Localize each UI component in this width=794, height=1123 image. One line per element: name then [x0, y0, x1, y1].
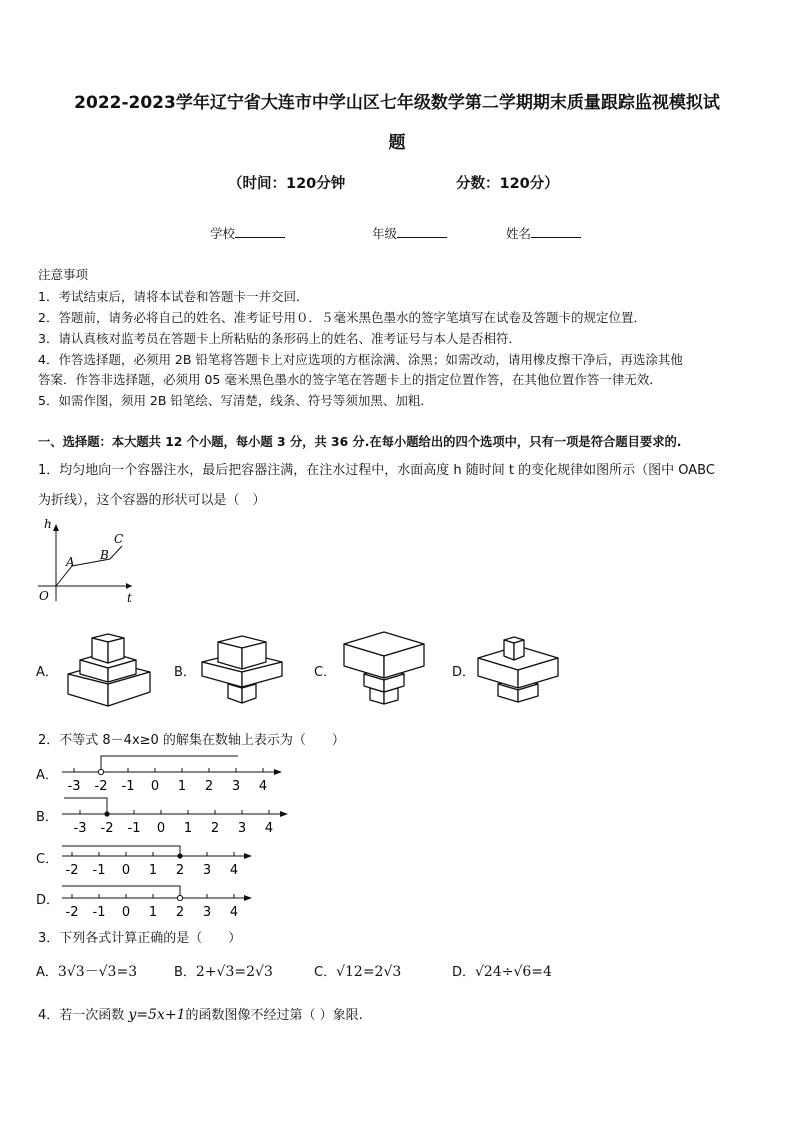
- tick-label: -3: [67, 779, 81, 794]
- tick-label: -1: [92, 905, 106, 920]
- tick-label: 0: [121, 905, 131, 920]
- tick-label: -1: [92, 863, 106, 878]
- school-label: 学校: [210, 226, 236, 241]
- note-item: 2．答题前，请务必将自己的姓名、准考证号用０．５毫米黑色墨水的签字笔填写在试卷及答题卡的规定位置．: [38, 310, 646, 325]
- point-label-b: B: [100, 548, 109, 562]
- q1-option-b-figure[interactable]: [198, 630, 288, 712]
- q3-option-d-expr: √24÷√6=4: [475, 964, 552, 980]
- tick-label: -1: [127, 821, 141, 836]
- note-item: 3．请认真核对监考员在答题卡上所粘贴的条形码上的姓名、准考证号与本人是否相符．: [38, 331, 521, 346]
- note-item: 4．作答选择题，必须用 2B 铅笔将答题卡上对应选项的方框涂满、涂黑；如需改动，请用橡皮擦干净后，再选涂其他: [38, 352, 683, 367]
- q2-option-a-numberline[interactable]: [58, 752, 288, 794]
- q3-option-d[interactable]: [452, 961, 552, 980]
- tick-label: 4: [264, 821, 274, 836]
- tick-label: -2: [65, 905, 79, 920]
- question-2-text: 2．不等式 8－4x≥0 的解集在数轴上表示为（ ）: [38, 733, 345, 748]
- grade-label: 年级: [372, 226, 398, 241]
- question-1-text: 1．均匀地向一个容器注水，最后把容器注满，在注水过程中，水面高度 h 随时间 t 的变化规律如图所示（图中 OABC: [38, 463, 715, 478]
- q2-option-b-label[interactable]: B．: [36, 810, 58, 825]
- q2-option-c-label[interactable]: C．: [36, 852, 59, 867]
- school-blank[interactable]: [235, 225, 285, 238]
- notes-heading: 注意事项: [38, 267, 89, 282]
- question-4-prefix: 4．若一次函数: [38, 1008, 129, 1023]
- q1-option-c-label[interactable]: C．: [314, 665, 337, 680]
- tick-label: 4: [258, 779, 268, 794]
- name-field[interactable]: [506, 224, 581, 242]
- origin-label: O: [39, 589, 49, 603]
- q3-option-b-expr: 2+√3=2√3: [195, 964, 273, 980]
- tick-label: 0: [121, 863, 131, 878]
- axis-label-t: t: [127, 591, 132, 605]
- tick-label: 4: [229, 905, 239, 920]
- tick-label: -2: [65, 863, 79, 878]
- tick-label: 2: [204, 779, 214, 794]
- q1-option-a-label[interactable]: A．: [36, 665, 58, 680]
- tick-label: 0: [156, 821, 166, 836]
- tick-label: 2: [175, 905, 185, 920]
- tick-label: 4: [229, 863, 239, 878]
- note-item: 1．考试结束后，请将本试卷和答题卡一并交回．: [38, 289, 309, 304]
- q3-option-c-expr: √12=2√3: [336, 964, 402, 980]
- section-heading: 一、选择题：本大题共 12 个小题，每小题 3 分，共 36 分.在每小题给出的四个选项中，只有一项是符合题目要求的.: [38, 435, 682, 449]
- tick-label: -2: [94, 779, 108, 794]
- q3-option-a-label: A．: [36, 965, 58, 980]
- q3-option-b[interactable]: [174, 961, 273, 980]
- grade-field[interactable]: [372, 224, 447, 242]
- q1-option-d-figure[interactable]: [474, 630, 564, 712]
- tick-label: 2: [210, 821, 220, 836]
- q1-option-d-label[interactable]: D．: [452, 665, 476, 680]
- q3-option-a[interactable]: [36, 961, 137, 981]
- q2-option-a-label[interactable]: A．: [36, 768, 58, 783]
- tick-label: 1: [148, 905, 158, 920]
- q2-option-d-numberline[interactable]: [58, 878, 258, 920]
- tick-label: 1: [148, 863, 158, 878]
- point-label-a: A: [66, 555, 75, 569]
- q1-option-b-label[interactable]: B．: [174, 665, 196, 680]
- question-3-text: 3．下列各式计算正确的是（ ）: [38, 931, 242, 946]
- page-title-continued: 题: [388, 133, 406, 153]
- q1-option-c-figure[interactable]: [340, 628, 430, 710]
- grade-blank[interactable]: [397, 225, 447, 238]
- q1-graph: [34, 516, 144, 606]
- q3-option-b-label: B．: [174, 965, 196, 980]
- tick-label: 3: [202, 863, 212, 878]
- q2-option-c-numberline[interactable]: [58, 836, 258, 878]
- axis-label-h: h: [44, 517, 52, 531]
- tick-label: -3: [73, 821, 87, 836]
- question-4-text: [38, 1004, 363, 1023]
- note-item: 5．如需作图，须用 2B 铅笔绘、写清楚，线条、符号等须加黑、加粗．: [38, 393, 433, 408]
- tick-label: 3: [231, 779, 241, 794]
- name-blank[interactable]: [531, 225, 581, 238]
- question-4-suffix: 的函数图像不经过第（ ）象限.: [185, 1008, 363, 1023]
- q3-option-a-expr: 3√3－√3=3: [57, 964, 138, 980]
- q2-option-d-label[interactable]: D．: [36, 893, 60, 908]
- q1-option-a-figure[interactable]: [64, 630, 154, 712]
- tick-label: 0: [150, 779, 160, 794]
- q3-option-c-label: C．: [314, 965, 337, 980]
- tick-label: -2: [100, 821, 114, 836]
- tick-label: 1: [177, 779, 187, 794]
- tick-label: 2: [175, 863, 185, 878]
- exam-time: （时间：120分钟: [228, 176, 346, 192]
- note-item: 答案．作答非选择题，必须用 05 毫米黑色墨水的签字笔在答题卡上的指定位置作答，在其他位置作答一律无效．: [38, 372, 662, 387]
- question-4-formula: y=5x+1: [128, 1007, 186, 1023]
- page-title: 2022-2023学年辽宁省大连市中学山区七年级数学第二学期期末质量跟踪监视模拟试: [74, 93, 720, 113]
- q3-option-d-label: D．: [452, 965, 476, 980]
- q2-option-b-numberline[interactable]: [58, 794, 294, 836]
- tick-label: 3: [237, 821, 247, 836]
- point-label-c: C: [114, 532, 124, 546]
- question-1-text-cont: 为折线），这个容器的形状可以是（ ）: [38, 493, 266, 508]
- q3-option-c[interactable]: [314, 961, 401, 980]
- school-field[interactable]: [210, 224, 285, 242]
- tick-label: 1: [183, 821, 193, 836]
- tick-label: 3: [202, 905, 212, 920]
- tick-label: -1: [121, 779, 135, 794]
- exam-score: 分数：120分）: [456, 176, 559, 192]
- name-label: 姓名: [506, 226, 532, 241]
